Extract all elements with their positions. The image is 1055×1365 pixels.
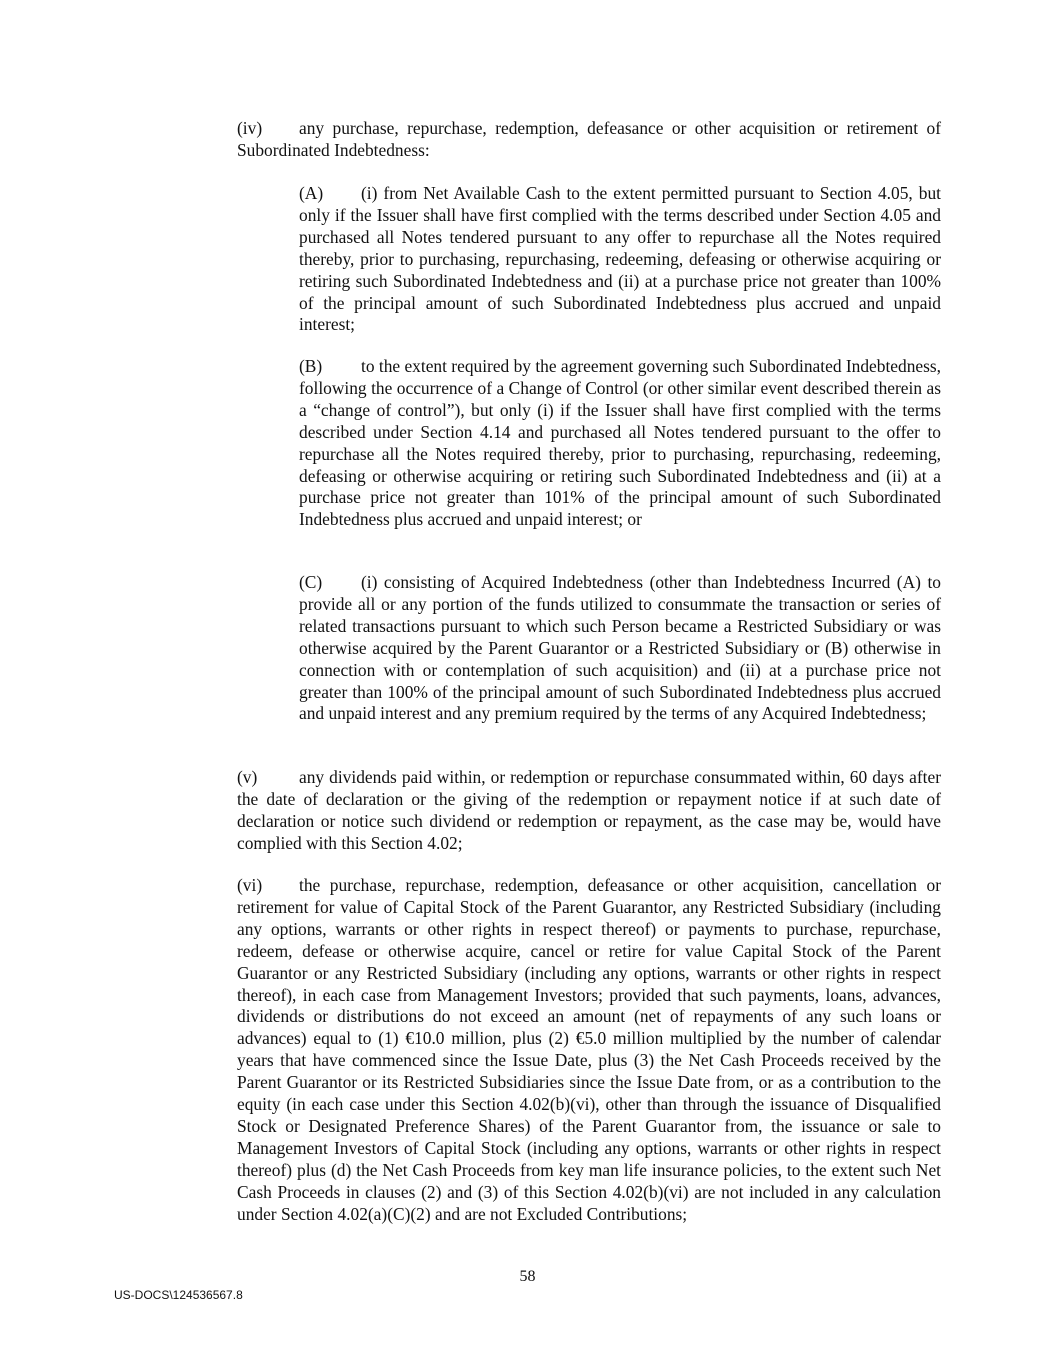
clause-B-label: (B) bbox=[299, 356, 323, 376]
clause-iv-label: (iv) bbox=[237, 118, 263, 138]
clause-v bbox=[237, 767, 941, 855]
clause-A-label: (A) bbox=[299, 183, 324, 203]
clause-A-text: (i) from Net Available Cash to the extent permitted pursuant to Section 4.05, but only if the Issuer shall have first complied with the terms described under Section 4.05 and purchased all Notes tendered pursuant to any offer to repurchase all the Notes required thereby, prior to purchasing, repurchasing, redeeming, defeasing or otherwise acquiring or retiring such Subordinated Indebtedness and (ii) at a purchase price not greater than 100% of the principal amount of such Subordinated Indebtedness plus accrued and unpaid interest; bbox=[299, 183, 941, 335]
clause-vi-text: the purchase, repurchase, redemption, defeasance or other acquisition, cancellation or retirement for value of Capital Stock of the Parent Guarantor, any Restricted Subsidiary (including any options, warrants or other rights in respect thereof) or payments to purchase, repurchase, redeem, defease or otherwise acquire, cancel or retire for value Capital Stock of the Parent Guarantor or any Restricted Subsidiary (including any options, warrants or other rights in respect thereof), in each case from Management Investors; provided that such payments, loans, advances, dividends or distributions do not exceed an amount (net of repayments of any such loans or advances) equal to (1) €10.0 million, plus (2) €5.0 million multiplied by the number of calendar years that have commenced since the Issue Date, plus (3) the Net Cash Proceeds received by the Parent Guarantor or its Restricted Subsidiaries since the Issue Date from, or as a contribution to the equity (in each case under this Section 4.02(b)(vi), other than through the issuance of Disqualified Stock or Designated Preference Shares) of the Parent Guarantor from, the issuance or sale to Management Investors of Capital Stock (including any options, warrants or other rights in respect thereof) plus (d) the Net Cash Proceeds from key man life insurance policies, to the extent such Net Cash Proceeds in clauses (2) and (3) of this Section 4.02(b)(vi) are not included in any calculation under Section 4.02(a)(C)(2) and are not Excluded Contributions; bbox=[237, 875, 941, 1224]
clause-iv bbox=[237, 118, 941, 162]
clause-vi-label: (vi) bbox=[237, 875, 263, 895]
clause-v-text: any dividends paid within, or redemption or repurchase consummated within, 60 days after the date of declaration or the giving of the redemption or repayment notice if at such date of declaration or notice such dividend or redemption or repayment, as the case may be, would have complied with this Section 4.02; bbox=[237, 767, 941, 853]
clause-B bbox=[299, 356, 941, 531]
clause-B-text: to the extent required by the agreement governing such Subordinated Indebtedness, following the occurrence of a Change of Control (or other similar event described therein as a “change of control”), but only (i) if the Issuer shall have first complied with the terms described under Section 4.14 and purchased all Notes tendered pursuant to the offer to repurchase all the Notes required thereby, prior to purchasing, repurchasing, redeeming, defeasing or otherwise acquiring or retiring such Subordinated Indebtedness and (ii) at a purchase price not greater than 101% of the principal amount of such Subordinated Indebtedness plus accrued and unpaid interest; or bbox=[299, 356, 941, 530]
clause-vi bbox=[237, 875, 941, 1226]
clause-C-text: (i) consisting of Acquired Indebtedness (other than Indebtedness Incurred (A) to provide all or any portion of the funds utilized to consummate the transaction or series of related transactions pursuant to which such Person became a Restricted Subsidiary or was otherwise acquired by the Parent Guarantor or a Restricted Subsidiary or (B) otherwise in connection with or contemplation of such acquisition) and (ii) at a purchase price not greater than 100% of the principal amount of such Subordinated Indebtedness plus accrued and unpaid interest and any premium required by the terms of any Acquired Indebtedness; bbox=[299, 572, 941, 724]
clause-A bbox=[299, 183, 941, 336]
clause-C-label: (C) bbox=[299, 572, 323, 592]
document-id-footer: US-DOCS\124536567.8 bbox=[114, 1288, 243, 1302]
clause-iv-text: any purchase, repurchase, redemption, defeasance or other acquisition or retirement of Subordinated Indebtedness: bbox=[237, 118, 941, 160]
page-number: 58 bbox=[519, 1268, 536, 1285]
clause-v-label: (v) bbox=[237, 767, 258, 787]
clause-C bbox=[299, 572, 941, 725]
